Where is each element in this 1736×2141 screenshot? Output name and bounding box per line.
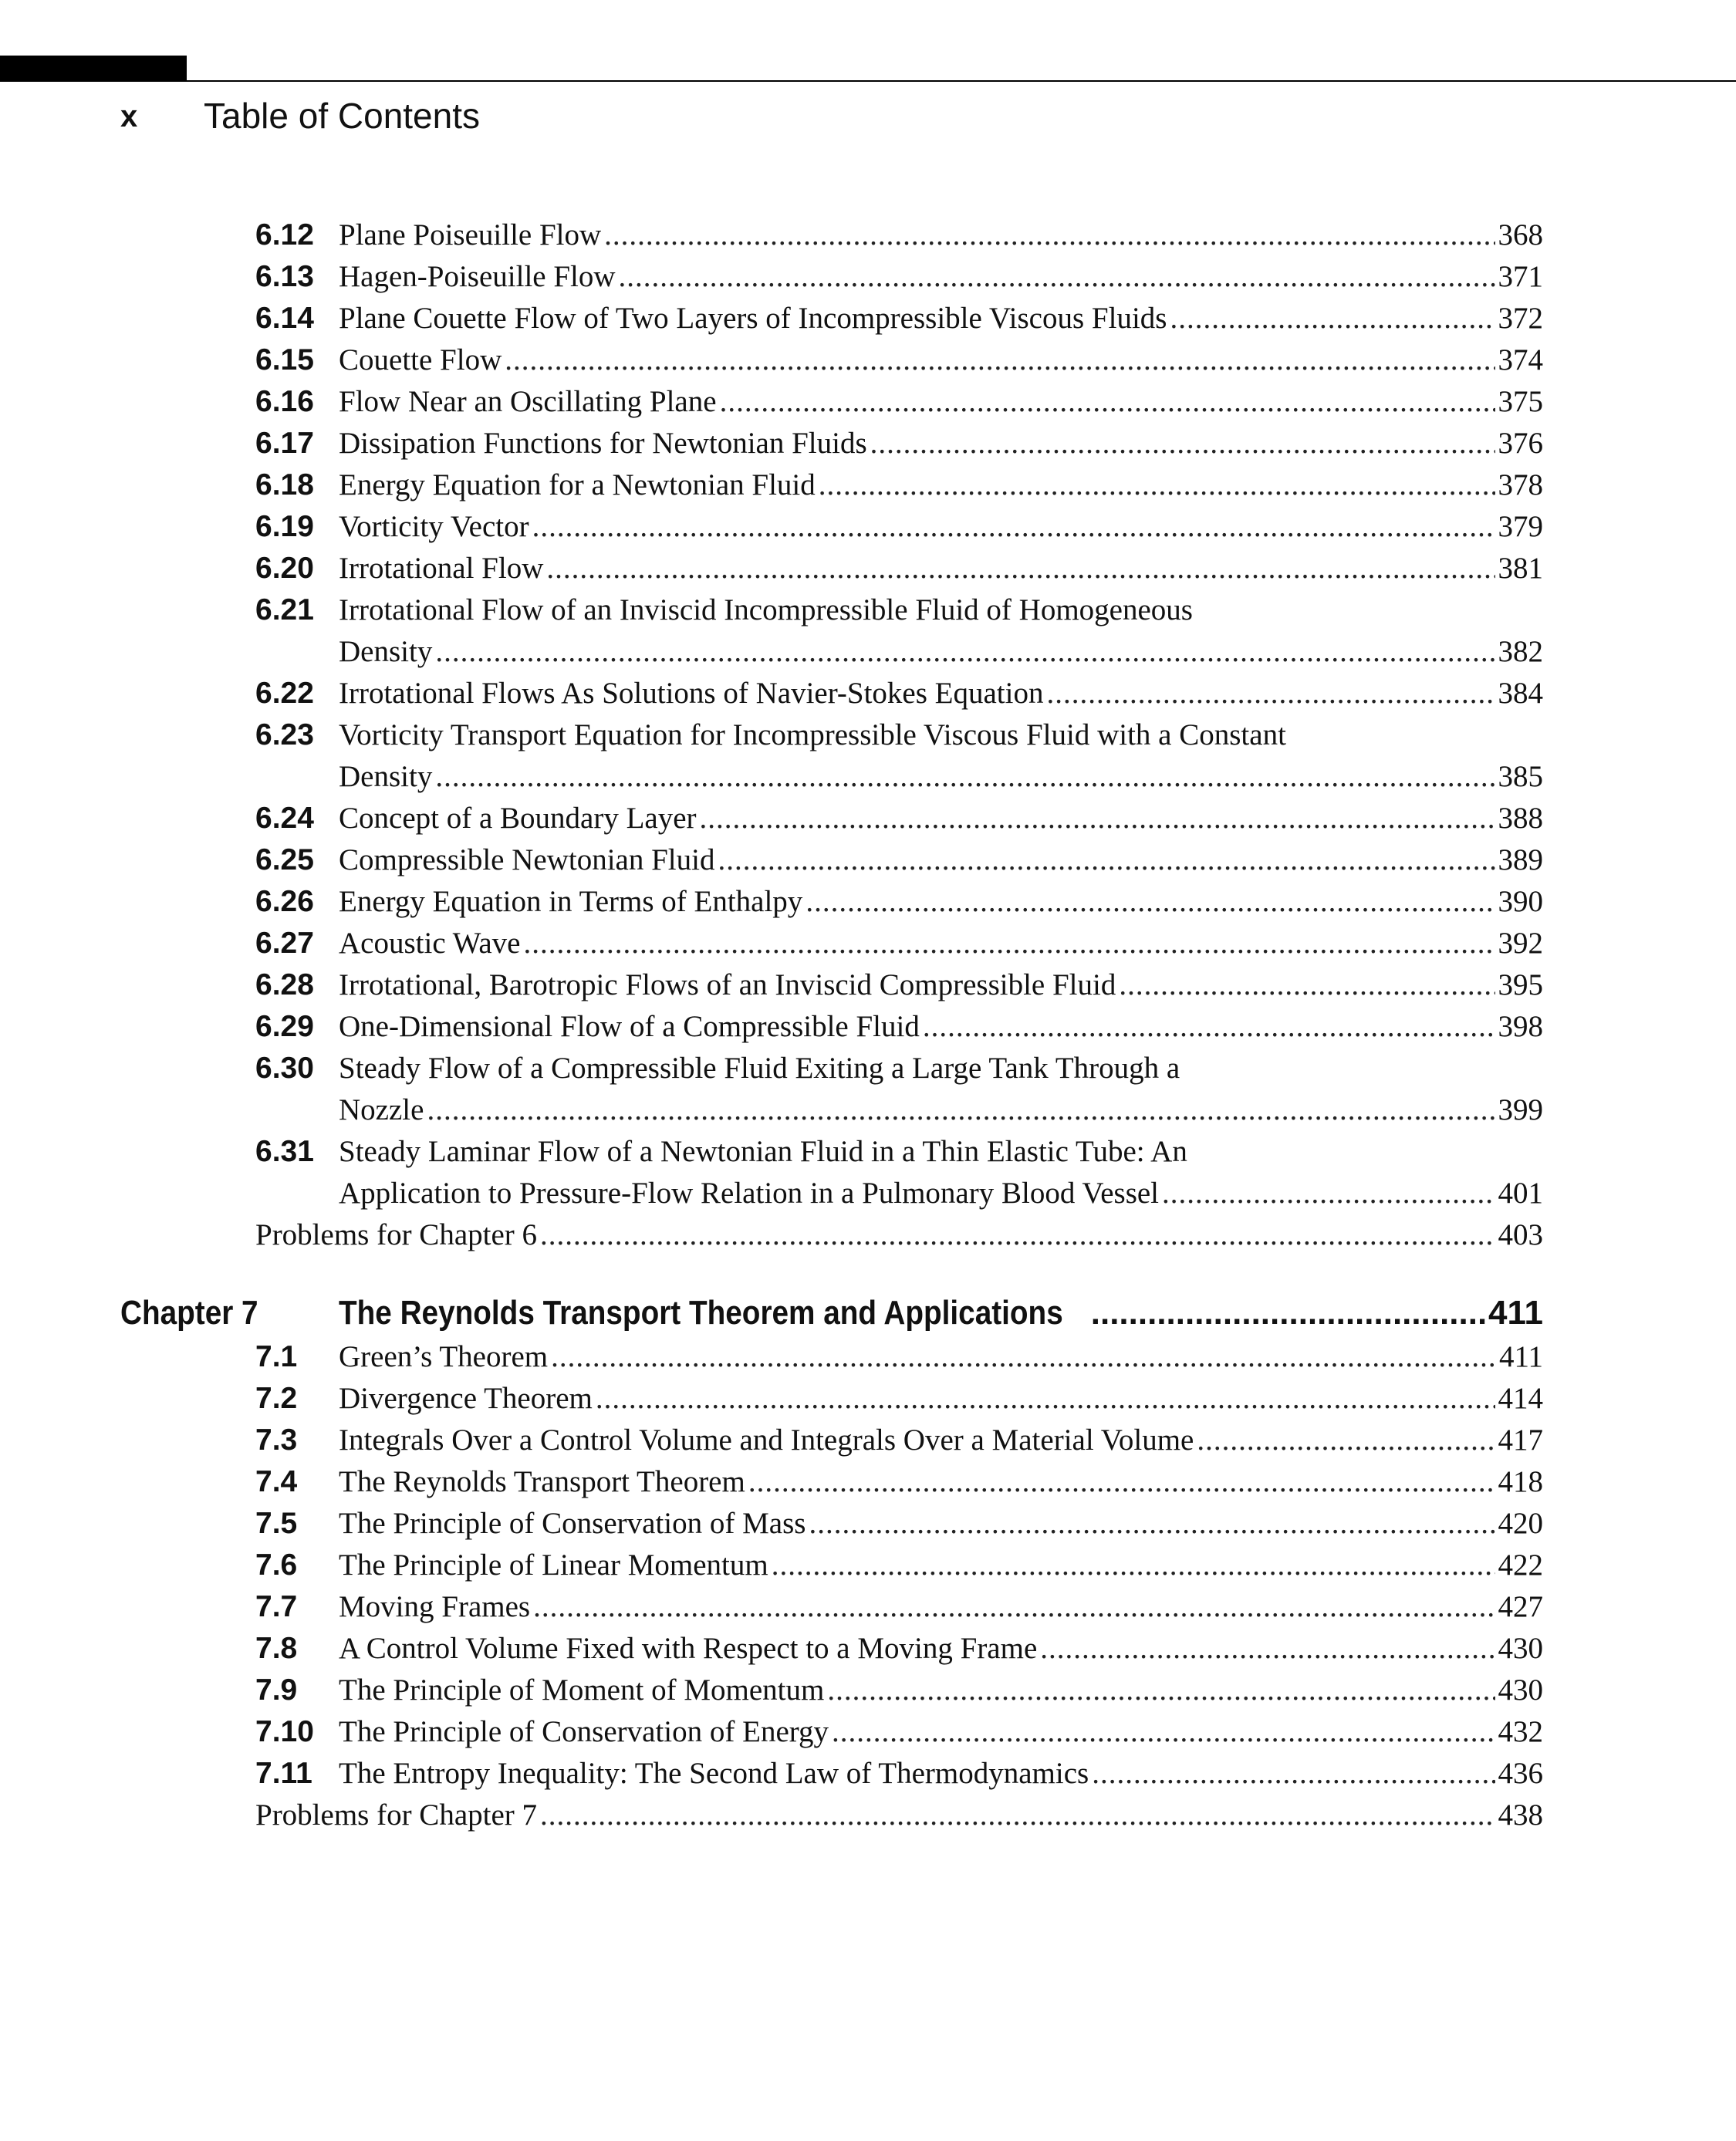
section-number: 7.6	[255, 1548, 298, 1582]
dot-leader	[1170, 298, 1495, 339]
toc-entry[interactable]	[0, 1006, 1736, 1048]
page-ref: 376	[1498, 427, 1543, 460]
section-number: 6.15	[255, 343, 314, 377]
section-title: Moving Frames	[339, 1590, 531, 1623]
page-ref: 398	[1498, 1010, 1543, 1043]
dot-leader	[524, 923, 1495, 964]
section-number: 7.2	[255, 1382, 298, 1415]
section-title: Density	[339, 635, 433, 668]
dot-leader	[532, 506, 1495, 548]
toc-entry[interactable]	[0, 1628, 1736, 1670]
section-number: 7.7	[255, 1590, 298, 1623]
page-ref: 379	[1498, 510, 1543, 543]
section-title: The Principle of Conservation of Energy	[339, 1715, 829, 1748]
toc-entry[interactable]	[0, 506, 1736, 548]
toc-entry[interactable]	[0, 381, 1736, 423]
toc-entry[interactable]	[0, 256, 1736, 298]
toc-entry-continuation[interactable]	[0, 756, 1736, 798]
page-ref: 417	[1498, 1423, 1543, 1457]
section-number: 7.5	[255, 1507, 298, 1540]
section-number: 6.14	[255, 302, 314, 335]
toc-entry[interactable]	[0, 339, 1736, 381]
dot-leader	[1162, 1173, 1495, 1214]
dot-leader	[619, 256, 1495, 298]
toc-entry-continuation[interactable]	[0, 1173, 1736, 1214]
section-title: One-Dimensional Flow of a Compressible Fluid	[339, 1010, 920, 1043]
page-ref: 427	[1498, 1590, 1543, 1623]
problems-title: Problems for Chapter 7	[255, 1798, 538, 1832]
section-title: Nozzle	[339, 1093, 424, 1126]
dot-leader	[748, 1461, 1495, 1503]
section-title: The Principle of Linear Momentum	[339, 1548, 768, 1582]
dot-leader	[505, 339, 1495, 381]
dot-leader	[435, 756, 1495, 798]
page-ref: 372	[1498, 302, 1543, 335]
section-title: Dissipation Functions for Newtonian Fluids	[339, 427, 867, 460]
page-ref: 414	[1498, 1382, 1543, 1415]
page-ref: 368	[1498, 218, 1543, 252]
page-ref: 411	[1488, 1294, 1543, 1332]
toc-entry-continuation[interactable]	[0, 1089, 1736, 1131]
toc-entry[interactable]	[0, 423, 1736, 464]
section-title: Irrotational Flow	[339, 552, 544, 585]
toc-entry[interactable]	[0, 548, 1736, 589]
dot-leader	[533, 1586, 1495, 1628]
section-title: Irrotational Flows As Solutions of Navier-Stokes Equation	[339, 677, 1044, 710]
toc-entry[interactable]	[0, 1503, 1736, 1545]
section-title: Plane Poiseuille Flow	[339, 218, 602, 252]
page-ref: 384	[1498, 677, 1543, 710]
page-ref: 381	[1498, 552, 1543, 585]
section-number: 6.13	[255, 260, 314, 293]
dot-leader	[809, 1503, 1495, 1545]
section-number: 6.18	[255, 468, 314, 501]
section-title: The Principle of Moment of Momentum	[339, 1673, 825, 1707]
section-title: Energy Equation for a Newtonian Fluid	[339, 468, 816, 501]
toc-entry-first-line[interactable]	[0, 1048, 1736, 1089]
toc-entry[interactable]	[0, 964, 1736, 1006]
dot-leader	[718, 839, 1495, 881]
section-title-line1: Irrotational Flow of an Inviscid Incompressible Fluid of Homogeneous	[339, 593, 1193, 626]
dot-leader	[1091, 1290, 1485, 1336]
dot-leader	[1040, 1628, 1495, 1670]
section-number: 7.9	[255, 1673, 298, 1707]
section-number: 6.24	[255, 802, 314, 835]
page-ref: 388	[1498, 802, 1543, 835]
section-number: 7.11	[255, 1757, 312, 1790]
section-title: Hagen-Poiseuille Flow	[339, 260, 616, 293]
page-ref: 430	[1498, 1632, 1543, 1665]
section-number: 6.30	[255, 1052, 314, 1085]
toc-entry[interactable]	[0, 1711, 1736, 1753]
header-rule	[0, 80, 1736, 82]
dot-leader	[772, 1545, 1495, 1586]
section-title: Acoustic Wave	[339, 927, 521, 960]
section-number: 7.1	[255, 1340, 298, 1373]
page-ref: 378	[1498, 468, 1543, 501]
dot-leader	[435, 631, 1495, 673]
problems-title: Problems for Chapter 6	[255, 1218, 538, 1251]
dot-leader	[819, 464, 1495, 506]
toc-entry-problems[interactable]	[0, 1214, 1736, 1256]
page-ref: 395	[1498, 968, 1543, 1001]
toc-entry[interactable]	[0, 298, 1736, 339]
page-number: x	[120, 100, 138, 133]
chapter-label: Chapter 7	[120, 1294, 258, 1332]
toc-entry[interactable]	[0, 1420, 1736, 1461]
page-ref: 422	[1498, 1548, 1543, 1582]
section-title: Plane Couette Flow of Two Layers of Incompressible Viscous Fluids	[339, 302, 1167, 335]
page-ref: 390	[1498, 885, 1543, 918]
section-number: 6.27	[255, 927, 314, 960]
page-ref: 382	[1498, 635, 1543, 668]
dot-leader	[700, 798, 1495, 839]
section-title: A Control Volume Fixed with Respect to a Moving Frame	[339, 1632, 1038, 1665]
section-number: 6.12	[255, 218, 314, 252]
page-ref: 403	[1498, 1218, 1543, 1251]
section-number: 6.21	[255, 593, 314, 626]
toc-entry[interactable]	[0, 464, 1736, 506]
toc-entry[interactable]	[0, 881, 1736, 923]
page-ref: 371	[1498, 260, 1543, 293]
toc-entry-first-line[interactable]	[0, 589, 1736, 631]
page-ref: 374	[1498, 343, 1543, 377]
dot-leader	[1046, 673, 1495, 714]
chapter-heading[interactable]	[0, 1290, 1736, 1336]
toc-entry[interactable]	[0, 1586, 1736, 1628]
chapter-title: The Reynolds Transport Theorem and Applications	[339, 1294, 1063, 1332]
page-ref: 399	[1498, 1093, 1543, 1126]
dot-leader	[720, 381, 1495, 423]
dot-leader	[604, 214, 1495, 256]
dot-leader	[540, 1214, 1495, 1256]
dot-leader	[596, 1378, 1495, 1420]
page-ref: 401	[1498, 1177, 1543, 1210]
toc-entry[interactable]	[0, 673, 1736, 714]
section-number: 6.16	[255, 385, 314, 418]
section-number: 6.17	[255, 427, 314, 460]
header-bar	[0, 56, 187, 82]
section-title: Density	[339, 760, 433, 793]
running-head: Table of Contents	[204, 96, 481, 136]
section-title: Integrals Over a Control Volume and Integrals Over a Material Volume	[339, 1423, 1194, 1457]
section-number: 6.20	[255, 552, 314, 585]
toc-entry[interactable]	[0, 1336, 1736, 1378]
page-ref: 392	[1498, 927, 1543, 960]
dot-leader	[806, 881, 1495, 923]
section-number: 6.22	[255, 677, 314, 710]
toc-entry[interactable]	[0, 1670, 1736, 1711]
dot-leader	[546, 548, 1495, 589]
toc-entry[interactable]	[0, 214, 1736, 256]
page-ref: 411	[1498, 1340, 1543, 1373]
section-title: Flow Near an Oscillating Plane	[339, 385, 717, 418]
toc-entry-problems[interactable]	[0, 1795, 1736, 1836]
section-number: 6.19	[255, 510, 314, 543]
page-ref: 430	[1498, 1673, 1543, 1707]
toc-entry-first-line[interactable]	[0, 1131, 1736, 1173]
section-title: The Entropy Inequality: The Second Law of Thermodynamics	[339, 1757, 1089, 1790]
page-ref: 436	[1498, 1757, 1543, 1790]
dot-leader	[832, 1711, 1495, 1753]
dot-leader	[1197, 1420, 1495, 1461]
section-number: 6.23	[255, 718, 314, 751]
toc-entry[interactable]	[0, 1753, 1736, 1795]
page-ref: 389	[1498, 843, 1543, 876]
toc-entry[interactable]	[0, 839, 1736, 881]
toc-entry[interactable]	[0, 1461, 1736, 1503]
dot-leader	[827, 1670, 1495, 1711]
section-number: 6.26	[255, 885, 314, 918]
toc-entry[interactable]	[0, 1545, 1736, 1586]
section-title: Application to Pressure-Flow Relation in a Pulmonary Blood Vessel	[339, 1177, 1160, 1210]
page-ref: 385	[1498, 760, 1543, 793]
section-title-line1: Vorticity Transport Equation for Incompressible Viscous Fluid with a Constant	[339, 718, 1286, 751]
section-title: Green’s Theorem	[339, 1340, 549, 1373]
page-ref: 420	[1498, 1507, 1543, 1540]
page-ref: 438	[1498, 1798, 1543, 1832]
dot-leader	[540, 1795, 1495, 1836]
toc-entry[interactable]	[0, 923, 1736, 964]
section-title-line1: Steady Laminar Flow of a Newtonian Fluid in a Thin Elastic Tube: An	[339, 1135, 1187, 1168]
section-number: 6.29	[255, 1010, 314, 1043]
section-title: Concept of a Boundary Layer	[339, 802, 697, 835]
toc-entry[interactable]	[0, 798, 1736, 839]
dot-leader	[1092, 1753, 1495, 1795]
page-ref: 375	[1498, 385, 1543, 418]
dot-leader	[1119, 964, 1495, 1006]
toc-entry-first-line[interactable]	[0, 714, 1736, 756]
section-number: 7.4	[255, 1465, 298, 1498]
section-title: The Principle of Conservation of Mass	[339, 1507, 806, 1540]
section-title: Divergence Theorem	[339, 1382, 593, 1415]
toc-entry-continuation[interactable]	[0, 631, 1736, 673]
section-title-line1: Steady Flow of a Compressible Fluid Exiting a Large Tank Through a	[339, 1052, 1180, 1085]
section-number: 7.3	[255, 1423, 298, 1457]
section-title: Couette Flow	[339, 343, 502, 377]
section-number: 7.8	[255, 1632, 298, 1665]
dot-leader	[923, 1006, 1495, 1048]
section-number: 6.31	[255, 1135, 314, 1168]
dot-leader	[870, 423, 1495, 464]
page-ref: 418	[1498, 1465, 1543, 1498]
dot-leader	[427, 1089, 1495, 1131]
section-number: 6.28	[255, 968, 314, 1001]
section-title: The Reynolds Transport Theorem	[339, 1465, 745, 1498]
toc-entry[interactable]	[0, 1378, 1736, 1420]
section-number: 7.10	[255, 1715, 314, 1748]
section-number: 6.25	[255, 843, 314, 876]
section-title: Irrotational, Barotropic Flows of an Inviscid Compressible Fluid	[339, 968, 1116, 1001]
page-ref: 432	[1498, 1715, 1543, 1748]
section-title: Energy Equation in Terms of Enthalpy	[339, 885, 803, 918]
section-title: Compressible Newtonian Fluid	[339, 843, 715, 876]
dot-leader	[551, 1336, 1496, 1378]
section-title: Vorticity Vector	[339, 510, 529, 543]
